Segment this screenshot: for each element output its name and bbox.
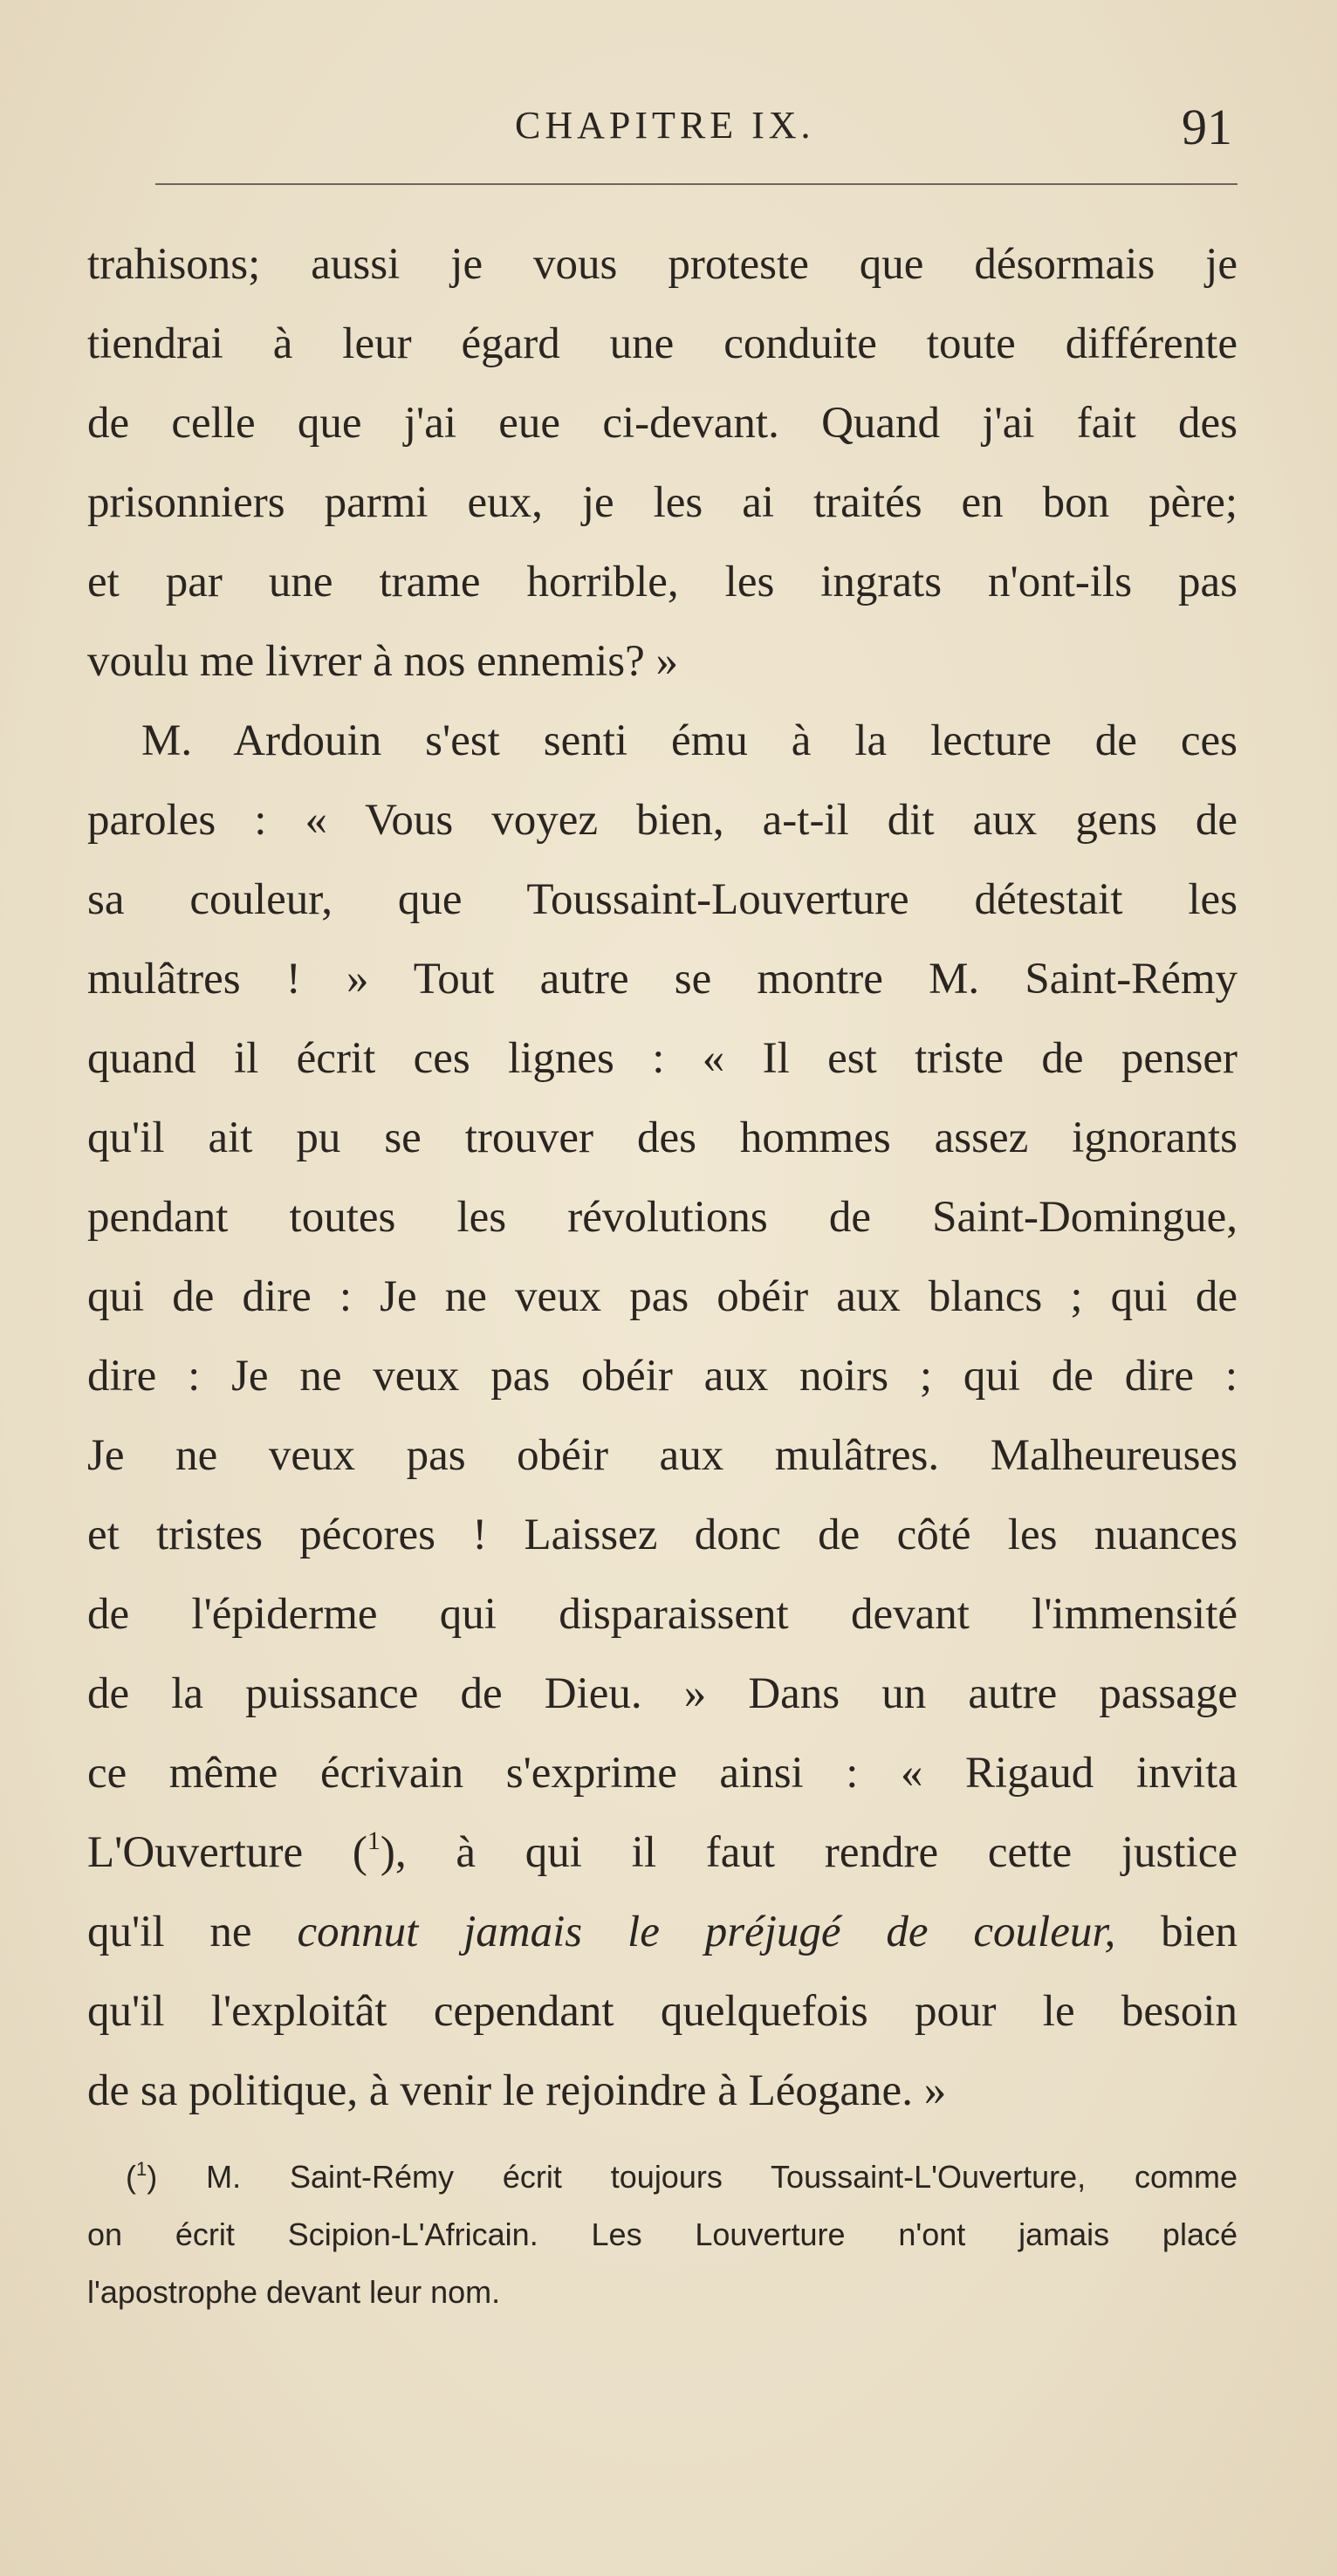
body-text	[87, 225, 1238, 2131]
page-number: 91	[1182, 99, 1232, 155]
text-line: qui de dire : Je ne veux pas obéir aux blancs ; qui de	[87, 1272, 1238, 1321]
text-line: et par une trame horrible, les ingrats n'ont-ils pas	[87, 558, 1238, 606]
text-line: de la puissance de Dieu. » Dans un autre passage	[87, 1669, 1238, 1718]
header-rule	[155, 183, 1238, 185]
chapter-title: CHAPITRE IX.	[515, 104, 815, 147]
text-line: ce même écrivain s'exprime ainsi : « Rigaud invita	[87, 1749, 1238, 1798]
footnote-line: on écrit Scipion-L'Africain. Les Louverture n'ont jamais placé	[87, 2216, 1238, 2252]
text-line: quand il écrit ces lignes : « Il est triste de penser	[87, 1034, 1238, 1083]
text-line: mulâtres ! » Tout autre se montre M. Saint-Rémy	[87, 955, 1238, 1004]
text-line: qu'il ait pu se trouver des hommes assez ignorants	[87, 1113, 1238, 1162]
text-line: paroles : « Vous voyez bien, a-t-il dit aux gens de	[87, 796, 1238, 845]
text-line: et tristes pécores ! Laissez donc de côté les nuances	[87, 1511, 1238, 1559]
text-line: de celle que j'ai eue ci-devant. Quand j'ai fait des	[87, 399, 1238, 448]
text-line-with-footnote-ref	[87, 1813, 1238, 1893]
text-line: de sa politique, à venir le rejoindre à Léogane. »	[87, 2066, 947, 2115]
text-line: voulu me livrer à nos ennemis? »	[87, 637, 678, 686]
text-line: M. Ardouin s'est senti ému à la lecture de ces	[141, 716, 1238, 765]
text-segment: bien	[1115, 1908, 1238, 1956]
footnote	[87, 2148, 1238, 2321]
text-line: trahisons; aussi je vous proteste que désormais je	[87, 240, 1238, 289]
text-segment: ), à qui il faut rendre cette justice	[380, 1828, 1238, 1877]
text-line: prisonniers parmi eux, je les ai traités en bon père;	[87, 478, 1238, 527]
text-line: Je ne veux pas obéir aux mulâtres. Malheureuses	[87, 1431, 1238, 1480]
text-line: dire : Je ne veux pas obéir aux noirs ; qui de dire :	[87, 1352, 1238, 1401]
text-segment: L'Ouverture (	[87, 1828, 367, 1877]
footnote-line: ($^1$) M. Saint-Rémy écrit toujours Toussaint-L'Ouverture, comme	[126, 2158, 1238, 2195]
footnote-line: l'apostrophe devant leur nom.	[87, 2274, 501, 2310]
text-line: sa couleur, que Toussaint-Louverture détestait les	[87, 875, 1238, 924]
text-line: pendant toutes les révolutions de Saint-Domingue,	[87, 1193, 1238, 1242]
italic-phrase: connut jamais le préjugé de couleur,	[297, 1908, 1116, 1956]
text-line-with-italic	[87, 1893, 1238, 1972]
text-line: de l'épiderme qui disparaissent devant l'immensité	[87, 1590, 1238, 1639]
text-line: tiendrai à leur égard une conduite toute différente	[87, 319, 1238, 368]
footnote-reference: 1	[367, 1826, 381, 1855]
running-head	[87, 99, 1232, 164]
text-line: qu'il l'exploitât cependant quelquefois pour le besoin	[87, 1987, 1238, 2036]
text-segment: qu'il ne	[87, 1908, 298, 1956]
footnote-marker: 1	[136, 2158, 147, 2180]
footnote-text: M. Saint-Rémy écrit toujours Toussaint-L'Ouverture, comme	[206, 2159, 1238, 2195]
